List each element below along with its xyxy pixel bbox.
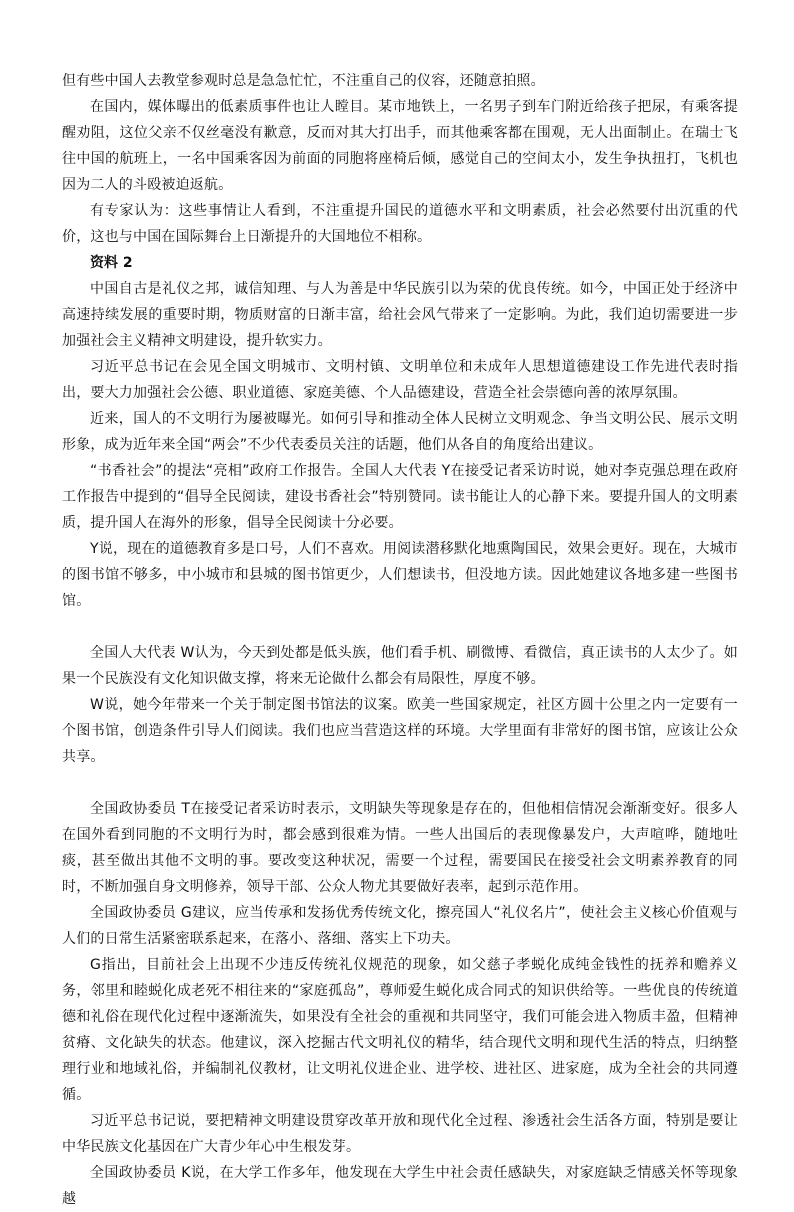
paragraph: W说，她今年带来一个关于制定图书馆法的议案。欧美一些国家规定，社区方圆十公里之内一定要有一个图书馆，创造条件引导人们阅读。我们也应当营造这样的环境。大学里面有非常好的图书馆，应该让公众共享。 [62, 697, 738, 765]
paragraph: 有专家认为：这些事情让人看到，不注重提升国民的道德水平和文明素质，社会必然要付出沉重的代价，这也与中国在国际舞台上日渐提升的大国地位不相称。 [62, 203, 738, 245]
paragraph: 习近平总书记说，要把精神文明建设贯穿改革开放和现代化全过程、渗透社会生活各方面，特别是要让中华民族文化基因在广大青少年心中生根发芽。 [62, 1113, 738, 1155]
paragraph: 全国人大代表 W认为，今天到处都是低头族，他们看手机、刷微博、看微信，真正读书的人太少了。如果一个民族没有文化知识做支撑，将来无论做什么都会有局限性，厚度不够。 [62, 645, 738, 687]
paragraph: 近来，国人的不文明行为屡被曝光。如何引导和推动全体人民树立文明观念、争当文明公民、展示文明形象，成为近年来全国“两会”不少代表委员关注的话题，他们从各自的角度给出建议。 [62, 411, 738, 453]
document-page [62, 68, 738, 1212]
paragraph: “书香社会”的提法“亮相”政府工作报告。全国人大代表 Y在接受记者采访时说，她对李克强总理在政府工作报告中提到的“倡导全民阅读，建设书香社会”特别赞同。读书能让人的心静下来。要提升国人的文明素质，提升国人在海外的形象，倡导全民阅读十分必要。 [62, 463, 738, 531]
paragraph: 全国政协委员 G建议，应当传承和发扬优秀传统文化，擦亮国人“礼仪名片”，使社会主义核心价值观与人们的日常生活紧密联系起来，在落小、落细、落实上下功夫。 [62, 905, 738, 947]
section-heading: 资料 2 [90, 255, 133, 271]
paragraph: 但有些中国人去教堂参观时总是急急忙忙，不注重自己的仪容，还随意拍照。 [62, 73, 545, 89]
spacer [62, 614, 738, 640]
paragraph: 全国政协委员 K说，在大学工作多年，他发现在大学生中社会责任感缺失，对家庭缺乏情感关怀等现象越 [62, 1165, 738, 1207]
paragraph: 习近平总书记在会见全国文明城市、文明村镇、文明单位和未成年人思想道德建设工作先进代表时指出，要大力加强社会公德、职业道德、家庭美德、个人品德建设，营造全社会崇德向善的浓厚氛围。 [62, 359, 738, 401]
paragraph: G指出，目前社会上出现不少违反传统礼仪规范的现象，如父慈子孝蜕化成纯金钱性的抚养和赡养义务，邻里和睦蜕化成老死不相往来的“家庭孤岛”，尊师爱生蜕化成合同式的知识供给等。一些优良的传统道德和礼俗在现代化过程中逐渐流失，如果没有全社会的重视和共同坚守，我们可能会进入物质丰盈，但精神贫瘠、文化缺失的状态。他建议，深入挖掘古代文明礼仪的精华，结合现代文明和现代生活的特点，归纳整理行业和地域礼俗，并编制礼仪教材，让文明礼仪进企业、进学校、进社区、进家庭，成为全社会的共同遵循。 [62, 957, 738, 1103]
spacer [62, 770, 738, 796]
paragraph: 全国政协委员 T在接受记者采访时表示，文明缺失等现象是存在的，但他相信情况会渐渐变好。很多人在国外看到同胞的不文明行为时，都会感到很难为情。一些人出国后的表现像暴发户，大声喧哗，随地吐痰，甚至做出其他不文明的事。要改变这种状况，需要一个过程，需要国民在接受社会文明素养教育的同时，不断加强自身文明修养，领导干部、公众人物尤其要做好表率，起到示范作用。 [62, 801, 738, 895]
paragraph: 中国自古是礼仪之邦，诚信知理、与人为善是中华民族引以为荣的优良传统。如今，中国正处于经济中高速持续发展的重要时期，物质财富的日渐丰富，给社会风气带来了一定影响。为此，我们迫切需要进一步加强社会主义精神文明建设，提升软实力。 [62, 281, 738, 349]
paragraph: Y说，现在的道德教育多是口号，人们不喜欢。用阅读潜移默化地熏陶国民，效果会更好。现在，大城市的图书馆不够多，中小城市和县城的图书馆更少，人们想读书，但没地方读。因此她建议各地多建一些图书馆。 [62, 541, 738, 609]
paragraph: 在国内，媒体曝出的低素质事件也让人瞠目。某市地铁上，一名男子到车门附近给孩子把尿，有乘客提醒劝阻，这位父亲不仅丝毫没有歉意，反而对其大打出手，而其他乘客都在围观，无人出面制止。在瑞士飞往中国的航班上，一名中国乘客因为前面的同胞将座椅后倾，感觉自己的空间太小，发生争执扭打，飞机也因为二人的斗殴被迫返航。 [62, 99, 738, 193]
